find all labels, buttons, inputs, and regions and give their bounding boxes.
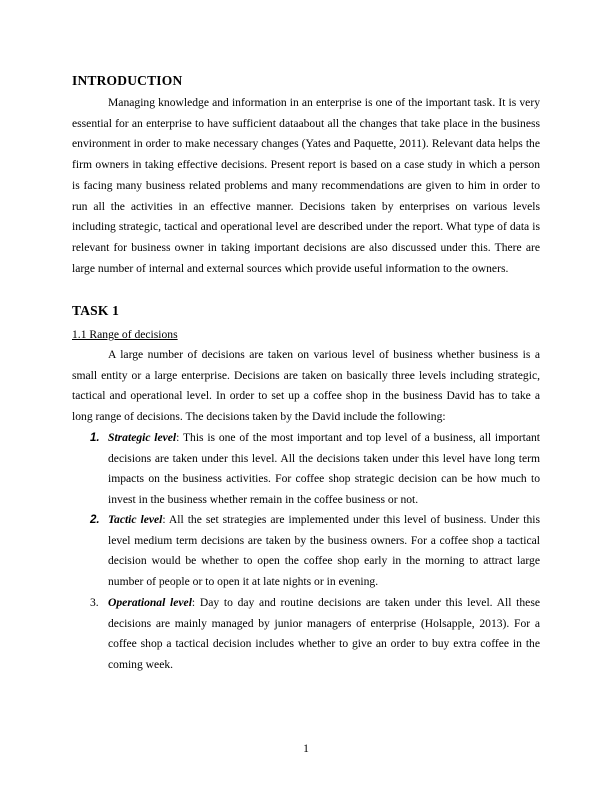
introduction-heading: INTRODUCTION — [72, 73, 183, 88]
task-1-heading: TASK 1 — [72, 303, 120, 318]
range-of-decisions-subheading: 1.1 Range of decisions — [72, 328, 178, 341]
list-item-lead: Operational level — [108, 596, 192, 609]
list-item-lead: Strategic level — [108, 431, 177, 444]
list-item-number: 1. — [90, 432, 100, 444]
page-number: 1 — [303, 742, 309, 755]
list-item-number: 2. — [90, 514, 100, 526]
range-of-decisions-paragraph: A large number of decisions are taken on various level of business whether business is a small entity or a large enterprise. Decisions are taken on basically three levels including strategic, tactical and operational level. In order to set up a coffee shop in the business David has to take a long range of decisions. The decisions taken by the David include the following: — [72, 348, 540, 424]
list-item-text: : All the set strategies are implemented under this level of business. Under this level medium term decisions are taken by the business owners. For a coffee shop a tactical decision would be whether to open the coffee shop early in the morning to attract large number of people or to open it at late nights or in evening. — [108, 513, 540, 589]
list-item-lead: Tactic level — [108, 513, 163, 526]
introduction-paragraph: Managing knowledge and information in an enterprise is one of the important task. It is very essential for an enterprise to have sufficient dataabout all the changes that take place in the business environment in order to make necessary changes (Yates and Paquette, 2011). Relevant data helps the firm owners in taking effective decisions. Present report is based on a case study in which a person is facing many business related problems and many recommendations are given to him in order to run all the activities in an effective manner. Decisions taken by enterprises on various levels including strategic, tactical and operational level are described under the report. What type of data is relevant for business owner in taking important decisions are also discussed under this. There are large number of internal and external sources which provide useful information to the owners. — [72, 96, 540, 275]
list-item-number: 3. — [90, 596, 99, 609]
list-item-text: : Day to day and routine decisions are taken under this level. All these decisions are mainly managed by junior managers of enterprise (Holsapple, 2013). For a coffee shop a tactical decision includes whether to give an order to buy extra coffee in the coming week. — [108, 596, 540, 672]
list-item-text: : This is one of the most important and top level of a business, all important decisions are taken under this level. All the decisions taken under this level have long term impacts on the business activities. For coffee shop strategic decision can be how much to invest in the business whether remain in the coffee business or not. — [108, 431, 540, 507]
